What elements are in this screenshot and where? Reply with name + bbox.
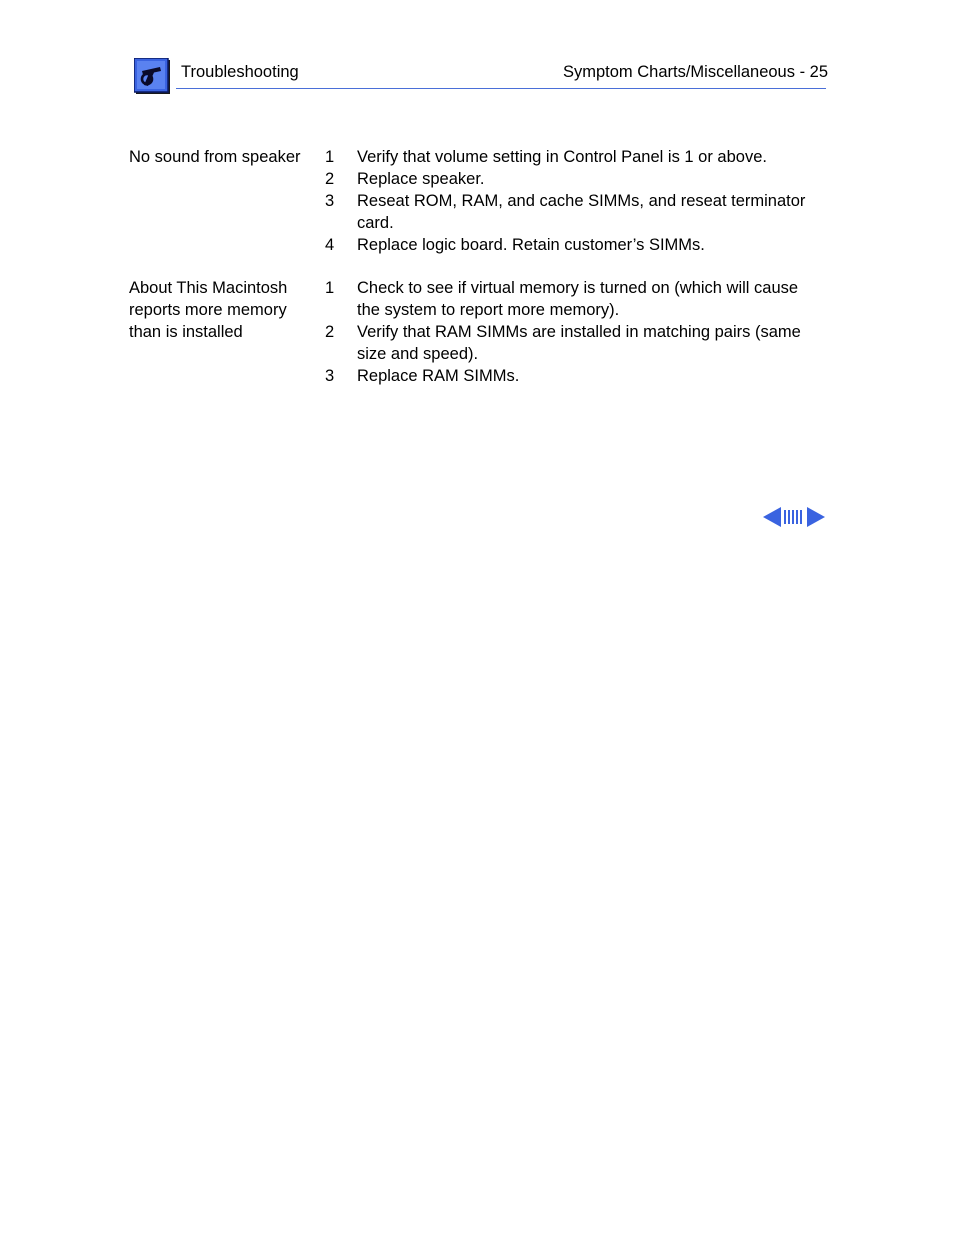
symptom-label: About This Macintosh reports more memory than is installed xyxy=(129,279,288,341)
solution-step xyxy=(325,234,829,256)
step-text: Reseat ROM, RAM, and cache SIMMs, and reseat terminator card. xyxy=(357,192,806,232)
step-text: Replace speaker. xyxy=(357,170,485,188)
step-text: Replace logic board. Retain customer’s SIMMs. xyxy=(357,236,705,254)
step-number: 3 xyxy=(325,367,335,385)
arrow-left-icon[interactable] xyxy=(763,507,781,527)
page-index-icon[interactable] xyxy=(784,510,802,524)
solution-step xyxy=(325,168,829,190)
solution-step xyxy=(325,277,829,321)
page-navigation xyxy=(763,506,825,528)
solution-step xyxy=(325,146,829,168)
step-text: Verify that volume setting in Control Panel is 1 or above. xyxy=(357,148,767,166)
symptom-label: No sound from speaker xyxy=(129,148,301,166)
section-title: Troubleshooting xyxy=(181,63,299,81)
step-number: 2 xyxy=(325,323,335,341)
solution-steps xyxy=(325,277,829,387)
page-header xyxy=(0,0,954,100)
step-number: 2 xyxy=(325,170,335,188)
step-text: Replace RAM SIMMs. xyxy=(357,367,520,385)
symptom-chart xyxy=(129,146,829,408)
solution-step xyxy=(325,190,829,234)
solution-step xyxy=(325,321,829,365)
step-text: Verify that RAM SIMMs are installed in matching pairs (same size and speed). xyxy=(357,323,801,363)
step-number: 3 xyxy=(325,192,335,210)
step-text: Check to see if virtual memory is turned on (which will cause the system to report more memory). xyxy=(357,279,799,319)
solution-step xyxy=(325,365,829,387)
step-number: 1 xyxy=(325,279,335,297)
step-number: 4 xyxy=(325,236,335,254)
arrow-right-icon[interactable] xyxy=(807,507,825,527)
step-number: 1 xyxy=(325,148,335,166)
page-reference: Symptom Charts/Miscellaneous - 25 xyxy=(562,63,828,81)
service-manual-wrench-icon xyxy=(134,58,172,96)
solution-steps xyxy=(325,146,829,256)
symptom-row xyxy=(129,277,829,387)
header-rule xyxy=(176,88,826,89)
symptom-row xyxy=(129,146,829,256)
